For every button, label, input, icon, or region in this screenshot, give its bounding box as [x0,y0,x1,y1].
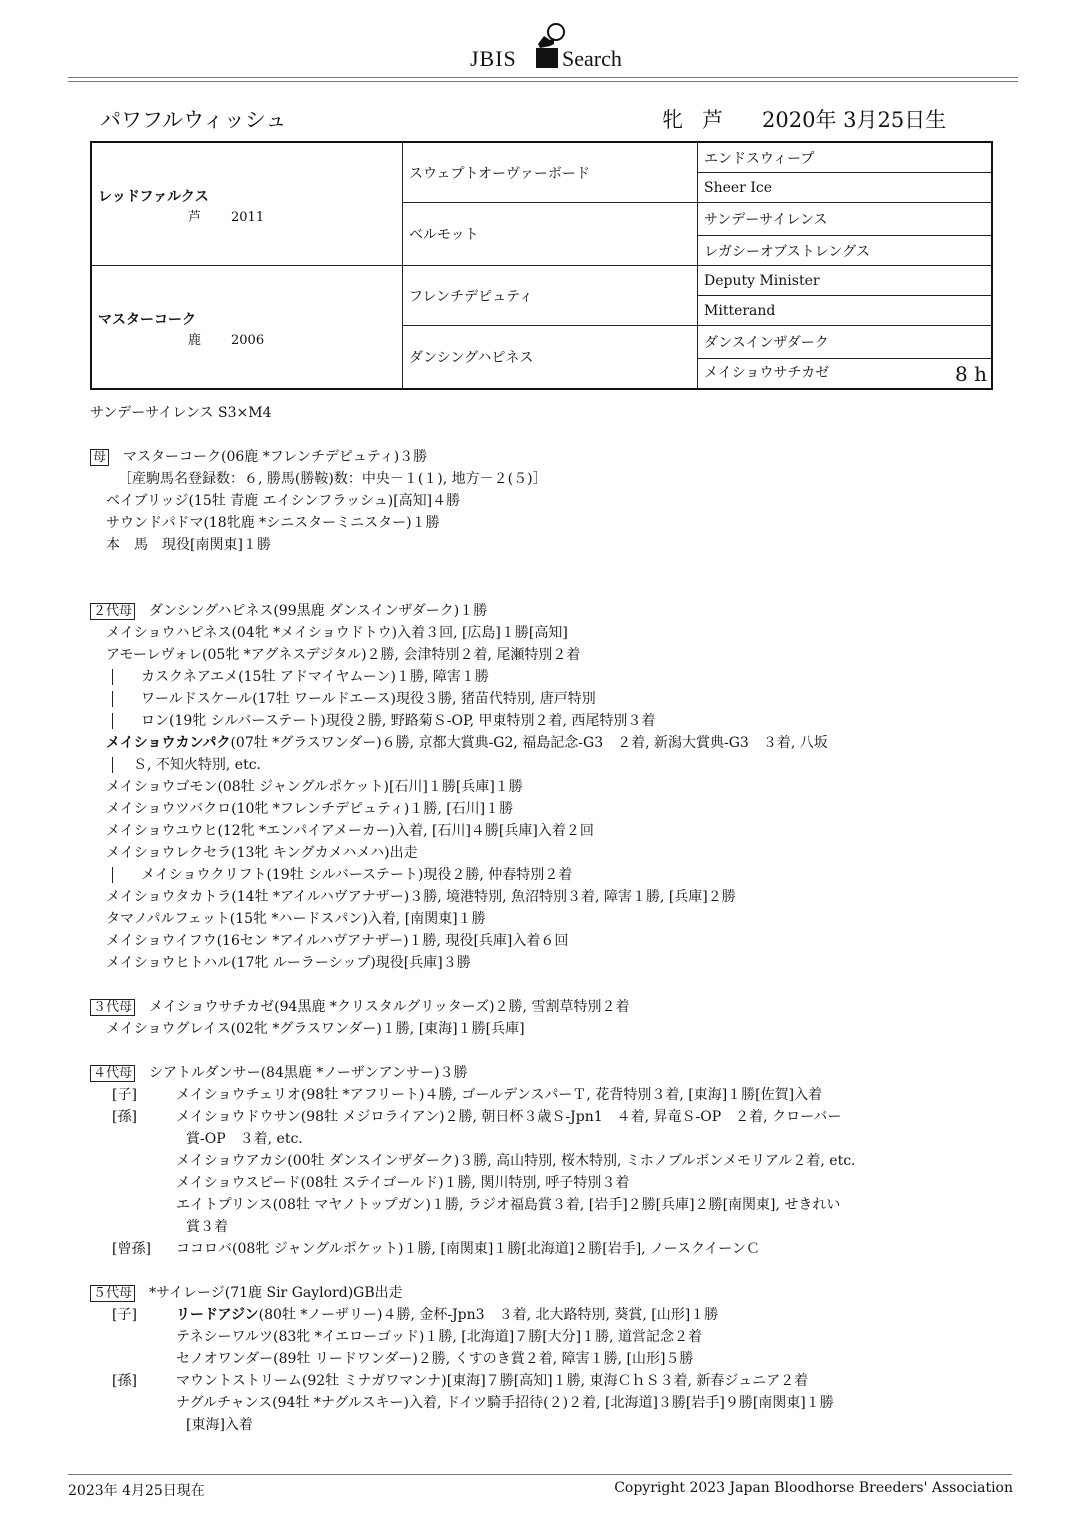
g5-descendant: セノオワンダー(89牡 リードワンダー)２勝, くすのき賞２着, 障害１勝, [山形]５勝 [176,1351,694,1367]
g5-descendant-cont: [東海]入着 [186,1417,253,1433]
horse-title-row [100,104,960,134]
g5-descendant: (80牡 *ノーザリー)４勝, 金杯-Jpn3 ３着, 北大路特別, 葵賞, [山形]１勝 [258,1307,719,1323]
pedigree-g3-2: Sheer Ice [698,173,993,203]
g4-descendant: エイトプリンス(08牡 マヤノトップガン)１勝, ラジオ福島賞３着, [岩手]２勝[兵庫]２勝[南関東], せきれい [176,1197,841,1213]
g3-label: ３代母 [90,999,135,1016]
dam-record: マスターコーク(06鹿 *フレンチデピュティ)３勝 [123,449,428,465]
g4-descendant: メイショウスピード(08牡 ステイゴールド)１勝, 関川特別, 呼子特別３着 [176,1175,630,1191]
pedigree-g3-6: Mitterand [698,296,993,326]
g2-offspring: メイショウハピネス(04牝 *メイショウドトウ)入着３回, [広島]１勝[高知] [106,625,568,641]
g2-label: ２代母 [90,603,135,620]
relation-tag: [子] [112,1087,137,1103]
dam-offspring: 本 馬 現役[南関東]１勝 [106,537,271,553]
g4-dam-record: シアトルダンサー(84黒鹿 *ノーザンアンサー)３勝 [149,1065,468,1081]
pedigree-table [90,141,993,390]
g2-grand-offspring: ワールドスケール(17牡 ワールドエース)現役３勝, 猪苗代特別, 唐戸特別 [141,691,596,707]
g2-offspring: メイショウタカトラ(14牡 *アイルハヴアナザー)３勝, 境港特別, 魚沼特別３着, 障害１勝, [兵庫]２勝 [106,889,736,905]
pedigree-g3-8 [698,359,993,390]
g2-offspring: メイショウヒトハル(17牝 ルーラーシップ)現役[兵庫]３勝 [106,955,471,971]
g5-dam-record: *サイレージ(71鹿 Sir Gaylord)GB出走 [149,1285,403,1301]
pedigree-dam [91,266,403,390]
footer-copyright: Copyright 2023 Japan Bloodhorse Breeders' Association [614,1480,1013,1496]
g4-descendant-cont: 賞-OP ３着, etc. [186,1131,303,1147]
g4-descendant: ココロバ(08牝 ジャングルポケット)１勝, [南関東]１勝[北海道]２勝[岩手], ノースクイーンＣ [176,1241,760,1257]
footer-rule [68,1474,1012,1475]
g2-offspring: メイショウユウヒ(12牝 *エンパイアメーカー)入着, [石川]４勝[兵庫]入着２回 [106,823,594,839]
pedigree-g3-4: レガシーオブストレングス [698,236,993,266]
header-rule [68,81,1018,82]
header-rule [68,77,1018,78]
relation-tag: [孫] [112,1373,137,1389]
footer-date: 2023年 4月25日現在 [68,1483,205,1499]
logo-text-jbis: JBIS [470,46,517,71]
pedigree-g3-5: Deputy Minister [698,266,993,296]
g4-descendant: メイショウチェリオ(98牡 *アフリート)４勝, ゴールデンスパーＴ, 花背特別３着, [東海]１勝[佐賀]入着 [176,1087,823,1103]
horse-sex: 牝 [662,108,683,132]
relation-tag: [孫] [112,1109,137,1125]
pedigree-g3-8-name: メイショウサチカゼ [704,364,830,381]
g2-offspring: メイショウツバクロ(10牝 *フレンチデピュティ)１勝, [石川]１勝 [106,801,514,817]
horse-name: パワフルウィッシュ [100,108,287,132]
logo-text-search: Search [562,46,622,71]
dam-label: 母 [90,449,109,466]
pedigree-g3-3: サンデーサイレンス [698,203,993,236]
pedigree-g3-1: エンドスウィープ [698,142,993,173]
sire-year: 2011 [231,209,265,225]
dam-produce-summary: ［産駒馬名登録数：６, 勝馬(勝鞍)数：中央－１(１), 地方－２(５)］ [118,471,547,487]
family-number: 8 h [955,361,987,386]
g2-offspring: アモーレヴォレ(05牝 *アグネスデジタル)２勝, 会津特別２着, 尾瀬特別２着 [106,647,581,663]
g2-offspring-bold: メイショウカンパク [106,735,231,751]
g2-grand-offspring: ロン(19牝 シルバーステート)現役２勝, 野路菊Ｓ-OP, 甲東特別２着, 西尾特別３着 [141,713,656,729]
sire-name: レッドファルクス [98,188,209,205]
pedigree-sire-sire: スウェプトオーヴァーボード [403,142,698,203]
horse-birthdate: 2020年 3月25日生 [762,108,947,132]
pedigree-sire-dam: ベルモット [403,203,698,266]
inbreeding-note: サンデーサイレンス S3×M4 [90,405,272,421]
dam-year: 2006 [231,332,265,348]
horse-coat: 芦 [702,108,723,132]
relation-tag: [曾孫] [112,1241,151,1257]
g3-offspring: メイショウグレイス(02牝 *グラスワンダー)１勝, [東海]１勝[兵庫] [106,1021,525,1037]
g2-offspring-record-cont: Ｓ, 不知火特別, etc. [133,757,262,773]
g5-descendant: マウントストリーム(92牡 ミナガワマンナ)[東海]７勝[高知]１勝, 東海ＣｈＳ３着, 新春ジュニア２着 [176,1373,809,1389]
g5-descendant-bold: リードアジン [176,1307,259,1323]
g3-dam-record: メイショウサチカゼ(94黒鹿 *クリスタルグリッターズ)２勝, 雪割草特別２着 [149,999,630,1015]
dam-offspring: サウンドパドマ(18牝鹿 *シニスターミニスター)１勝 [106,515,440,531]
sire-coat: 芦 [188,209,202,225]
g2-offspring: メイショウゴモン(08牡 ジャングルポケット)[石川]１勝[兵庫]１勝 [106,779,523,795]
g5-label: ５代母 [90,1285,135,1302]
g2-grand-offspring: メイショウクリフト(19牡 シルバーステート)現役２勝, 仲春特別２着 [141,867,573,883]
relation-tag: [子] [112,1307,137,1323]
dam-name: マスターコーク [98,311,196,328]
g2-offspring: メイショウレクセラ(13牝 キングカメハメハ)出走 [106,845,418,861]
g4-label: ４代母 [90,1065,135,1082]
g2-dam-record: ダンシングハピネス(99黒鹿 ダンスインザダーク)１勝 [149,603,488,619]
g5-descendant: ナグルチャンス(94牡 *ナグルスキー)入着, ドイツ騎手招待(２)２着, [北海道]３勝[岩手]９勝[南関東]１勝 [176,1395,834,1411]
pedigree-dam-dam: ダンシングハピネス [403,326,698,390]
g4-descendant: メイショウドウサン(98牡 メジロライアン)２勝, 朝日杯３歳Ｓ-Jpn1 ４着, 昇竜Ｓ-OP ２着, クローバー [176,1109,842,1125]
g5-descendant: テネシーワルツ(83牝 *イエローゴッド)１勝, [北海道]７勝[大分]１勝, 道営記念２着 [176,1329,703,1345]
dam-offspring: ベイブリッジ(15牡 青鹿 エイシンフラッシュ)[高知]４勝 [106,493,461,509]
g2-offspring: メイショウイフウ(16セン *アイルハヴアナザー)１勝, 現役[兵庫]入着６回 [106,933,569,949]
g2-grand-offspring: カスクネアエメ(15牡 アドマイヤムーン)１勝, 障害１勝 [141,669,489,685]
family-record [90,402,1020,1436]
g4-descendant-cont: 賞３着 [186,1219,228,1235]
pedigree-g3-7: ダンスインザダーク [698,326,993,359]
g4-descendant: メイショウアカシ(00牡 ダンスインザダーク)３勝, 高山特別, 桜木特別, ミホノブルボンメモリアル２着, etc. [176,1153,856,1169]
jbis-search-logo [470,22,640,72]
g2-offspring: タマノパルフェット(15牝 *ハードスパン)入着, [南関東]１勝 [106,911,486,927]
pedigree-sire [91,142,403,266]
g2-offspring-record: (07牡 *グラスワンダー)６勝, 京都大賞典-G2, 福島記念-G3 ２着, 新潟大賞典-G3 ３着, 八坂 [230,735,828,751]
pedigree-dam-sire: フレンチデピュティ [403,266,698,326]
dam-coat: 鹿 [188,332,202,348]
